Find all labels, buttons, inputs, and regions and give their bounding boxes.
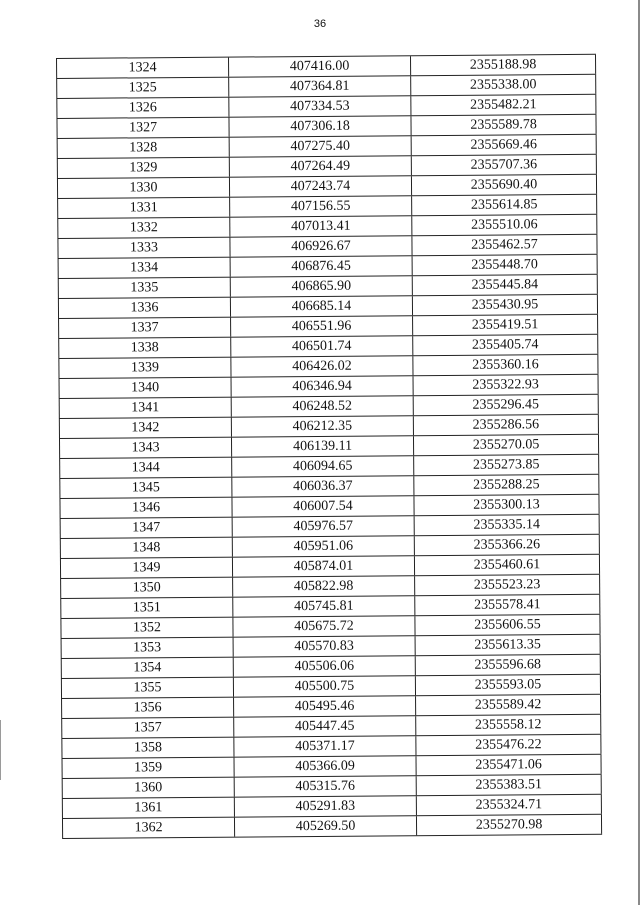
table-row <box>58 314 598 338</box>
x-coordinate-cell: 405447.45 <box>233 716 415 736</box>
table-row <box>56 54 596 78</box>
point-number-cell: 1327 <box>56 118 228 138</box>
x-coordinate-cell: 406551.96 <box>230 316 412 336</box>
y-coordinate-cell: 2355471.06 <box>415 755 601 775</box>
y-coordinate-cell: 2355324.71 <box>416 795 602 815</box>
table-row <box>59 374 599 398</box>
table-row <box>61 654 601 678</box>
table-row <box>59 414 599 438</box>
y-coordinate-cell: 2355445.84 <box>412 275 598 295</box>
y-coordinate-cell: 2355462.57 <box>411 235 597 255</box>
point-number-cell: 1344 <box>59 458 231 478</box>
y-coordinate-cell: 2355300.13 <box>413 495 599 515</box>
y-coordinate-cell: 2355589.42 <box>415 695 601 715</box>
table-row <box>61 734 601 758</box>
point-number-cell: 1333 <box>57 238 229 258</box>
y-coordinate-cell: 2355460.61 <box>414 555 600 575</box>
point-number-cell: 1340 <box>59 378 231 398</box>
table-row <box>59 474 599 498</box>
point-number-cell: 1349 <box>60 558 232 578</box>
point-number-cell: 1357 <box>61 718 233 738</box>
y-coordinate-cell: 2355270.05 <box>413 435 599 455</box>
y-coordinate-cell: 2355296.45 <box>413 395 599 415</box>
table-row <box>61 634 601 658</box>
x-coordinate-cell: 405506.06 <box>233 656 415 676</box>
scan-mark <box>0 720 1 780</box>
y-coordinate-cell: 2355383.51 <box>416 775 602 795</box>
y-coordinate-cell: 2355523.23 <box>414 575 600 595</box>
y-coordinate-cell: 2355448.70 <box>412 255 598 275</box>
point-number-cell: 1351 <box>60 598 232 618</box>
point-number-cell: 1358 <box>61 738 233 758</box>
y-coordinate-cell: 2355430.95 <box>412 295 598 315</box>
table-row <box>61 674 601 698</box>
x-coordinate-cell: 405291.83 <box>234 796 416 816</box>
y-coordinate-cell: 2355589.78 <box>410 115 596 135</box>
point-number-cell: 1361 <box>62 798 234 818</box>
x-coordinate-cell: 405371.17 <box>233 736 415 756</box>
x-coordinate-cell: 406501.74 <box>230 336 412 356</box>
point-number-cell: 1350 <box>60 578 232 598</box>
y-coordinate-cell: 2355606.55 <box>414 615 600 635</box>
y-coordinate-cell: 2355613.35 <box>415 635 601 655</box>
x-coordinate-cell: 406139.11 <box>231 436 413 456</box>
x-coordinate-cell: 407306.18 <box>228 116 410 136</box>
table-row <box>62 814 602 839</box>
x-coordinate-cell: 407416.00 <box>228 56 410 76</box>
x-coordinate-cell: 405874.01 <box>232 556 414 576</box>
point-number-cell: 1326 <box>56 98 228 118</box>
y-coordinate-cell: 2355510.06 <box>411 215 597 235</box>
table-row <box>58 274 598 298</box>
y-coordinate-cell: 2355614.85 <box>411 195 597 215</box>
y-coordinate-cell: 2355578.41 <box>414 595 600 615</box>
table-row <box>57 214 597 238</box>
table-row <box>56 114 596 138</box>
table-row <box>59 454 599 478</box>
point-number-cell: 1347 <box>60 518 232 538</box>
point-number-cell: 1335 <box>58 278 230 298</box>
table-row <box>58 334 598 358</box>
y-coordinate-cell: 2355558.12 <box>415 715 601 735</box>
point-number-cell: 1337 <box>58 318 230 338</box>
x-coordinate-cell: 407156.55 <box>229 196 411 216</box>
point-number-cell: 1331 <box>57 198 229 218</box>
point-number-cell: 1336 <box>58 298 230 318</box>
point-number-cell: 1360 <box>62 778 234 798</box>
point-number-cell: 1343 <box>59 438 231 458</box>
table-row <box>60 614 600 638</box>
x-coordinate-cell: 405745.81 <box>232 596 414 616</box>
table-row <box>58 294 598 318</box>
point-number-cell: 1338 <box>58 338 230 358</box>
x-coordinate-cell: 406926.67 <box>229 236 411 256</box>
point-number-cell: 1348 <box>60 538 232 558</box>
x-coordinate-cell: 406007.54 <box>231 496 413 516</box>
y-coordinate-cell: 2355482.21 <box>410 95 596 115</box>
x-coordinate-cell: 407264.49 <box>229 156 411 176</box>
point-number-cell: 1342 <box>59 418 231 438</box>
x-coordinate-cell: 406685.14 <box>230 296 412 316</box>
y-coordinate-cell: 2355707.36 <box>411 155 597 175</box>
coordinate-table <box>56 54 602 839</box>
point-number-cell: 1330 <box>57 178 229 198</box>
table-row <box>60 594 600 618</box>
x-coordinate-cell: 406094.65 <box>231 456 413 476</box>
x-coordinate-cell: 406248.52 <box>231 396 413 416</box>
y-coordinate-cell: 2355405.74 <box>412 335 598 355</box>
y-coordinate-cell: 2355360.16 <box>412 355 598 375</box>
table-row <box>58 254 598 278</box>
table-row <box>56 94 596 118</box>
table-row <box>57 134 597 158</box>
point-number-cell: 1359 <box>62 758 234 778</box>
x-coordinate-cell: 405675.72 <box>232 616 414 636</box>
x-coordinate-cell: 406346.94 <box>231 376 413 396</box>
x-coordinate-cell: 405500.75 <box>233 676 415 696</box>
table-row <box>59 434 599 458</box>
point-number-cell: 1353 <box>61 638 233 658</box>
point-number-cell: 1346 <box>59 498 231 518</box>
point-number-cell: 1329 <box>57 158 229 178</box>
y-coordinate-cell: 2355419.51 <box>412 315 598 335</box>
x-coordinate-cell: 405570.83 <box>233 636 415 656</box>
table-row <box>57 194 597 218</box>
point-number-cell: 1339 <box>58 358 230 378</box>
x-coordinate-cell: 406212.35 <box>231 416 413 436</box>
y-coordinate-cell: 2355366.26 <box>414 535 600 555</box>
y-coordinate-cell: 2355288.25 <box>413 475 599 495</box>
y-coordinate-cell: 2355596.68 <box>415 655 601 675</box>
y-coordinate-cell: 2355690.40 <box>411 175 597 195</box>
point-number-cell: 1356 <box>61 698 233 718</box>
table-row <box>60 554 600 578</box>
y-coordinate-cell: 2355335.14 <box>414 515 600 535</box>
point-number-cell: 1324 <box>56 58 228 78</box>
x-coordinate-cell: 407334.53 <box>228 96 410 116</box>
x-coordinate-cell: 405951.06 <box>232 536 414 556</box>
x-coordinate-cell: 405495.46 <box>233 696 415 716</box>
y-coordinate-cell: 2355476.22 <box>415 735 601 755</box>
page-number: 36 <box>313 18 327 30</box>
table-row <box>62 794 602 818</box>
x-coordinate-cell: 407364.81 <box>228 76 410 96</box>
point-number-cell: 1355 <box>61 678 233 698</box>
y-coordinate-cell: 2355188.98 <box>410 55 596 75</box>
x-coordinate-cell: 405366.09 <box>234 756 416 776</box>
table-row <box>57 234 597 258</box>
point-number-cell: 1332 <box>57 218 229 238</box>
point-number-cell: 1341 <box>59 398 231 418</box>
x-coordinate-cell: 405976.57 <box>232 516 414 536</box>
x-coordinate-cell: 405822.98 <box>232 576 414 596</box>
x-coordinate-cell: 406865.90 <box>230 276 412 296</box>
x-coordinate-cell: 405315.76 <box>234 776 416 796</box>
x-coordinate-cell: 406426.02 <box>230 356 412 376</box>
table-row <box>58 354 598 378</box>
table-row <box>60 514 600 538</box>
y-coordinate-cell: 2355270.98 <box>416 815 602 835</box>
table-row <box>57 154 597 178</box>
point-number-cell: 1354 <box>61 658 233 678</box>
y-coordinate-cell: 2355273.85 <box>413 455 599 475</box>
point-number-cell: 1328 <box>57 138 229 158</box>
table-row <box>56 74 596 98</box>
x-coordinate-cell: 405269.50 <box>234 816 416 836</box>
y-coordinate-cell: 2355669.46 <box>411 135 597 155</box>
table-row <box>61 754 601 778</box>
y-coordinate-cell: 2355286.56 <box>413 415 599 435</box>
x-coordinate-cell: 407275.40 <box>229 136 411 156</box>
point-number-cell: 1362 <box>62 818 234 838</box>
table-row <box>62 774 602 798</box>
y-coordinate-cell: 2355338.00 <box>410 75 596 95</box>
point-number-cell: 1352 <box>60 618 232 638</box>
table-row <box>60 574 600 598</box>
table-row <box>59 494 599 518</box>
x-coordinate-cell: 407013.41 <box>229 216 411 236</box>
point-number-cell: 1345 <box>59 478 231 498</box>
point-number-cell: 1325 <box>56 78 228 98</box>
y-coordinate-cell: 2355322.93 <box>413 375 599 395</box>
x-coordinate-cell: 407243.74 <box>229 176 411 196</box>
point-number-cell: 1334 <box>58 258 230 278</box>
x-coordinate-cell: 406036.37 <box>231 476 413 496</box>
y-coordinate-cell: 2355593.05 <box>415 675 601 695</box>
table-row <box>60 534 600 558</box>
table-row <box>61 694 601 718</box>
table-row <box>61 714 601 738</box>
table-row <box>57 174 597 198</box>
x-coordinate-cell: 406876.45 <box>230 256 412 276</box>
table-row <box>59 394 599 418</box>
